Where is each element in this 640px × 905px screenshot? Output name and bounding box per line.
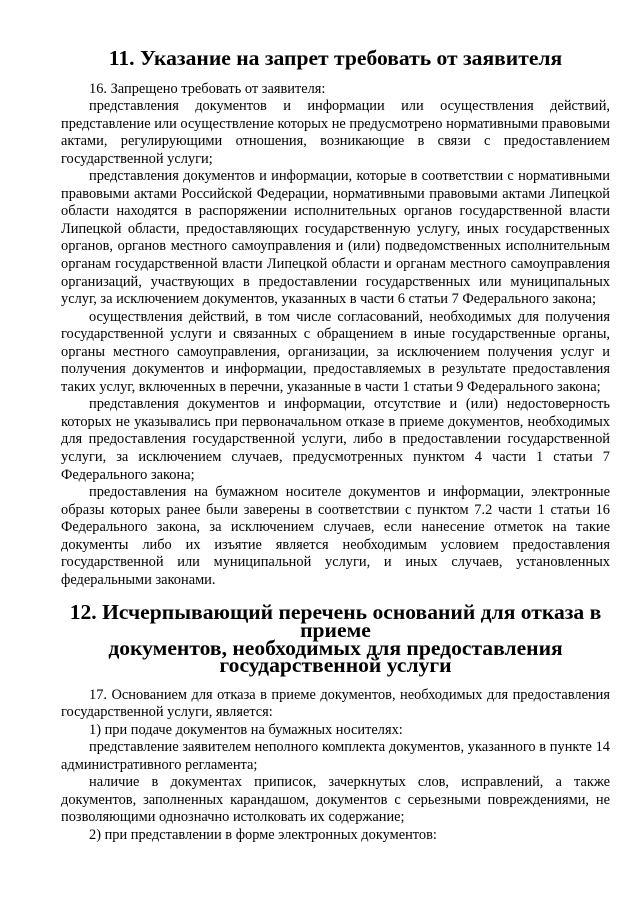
section-12-heading-line-1: 12. Исчерпывающий перечень оснований для отказа в приеме <box>69 600 602 642</box>
paragraph-16-item-1: представления документов и информации или осуществления действий, представление или осуществление которых не предусмотрено нормативными правовыми актами, регулирующими отношения, возникающие в связи с предоставлением государственной услуги; <box>61 98 610 167</box>
paragraph-16-item-5: предоставления на бумажном носителе документов и информации, электронные образы которых ранее были заверены в соответствии с пунктом 7.2 части 1 статьи 16 Федерального закона, за исключением случаев, если нанесение отметок на такие документы либо их изъятие является необходимым условием предоставления государственной или муниципальной услуги, и иных случаев, установленных федеральными законами. <box>61 484 610 588</box>
paragraph-16-item-4: представления документов и информации, отсутствие и (или) недостоверность которых не указывались при первоначальном отказе в приеме документов, необходимых для предоставления государственной услуги, либо в предоставлении государственной услуги, за исключением случаев, предусмотренных пунктом 4 части 1 статьи 7 Федерального закона; <box>61 396 610 483</box>
paragraph-16-item-3: осуществления действий, в том числе согласований, необходимых для получения государственной услуги и связанных с обращением в иные государственные органы, органы местного самоуправления, организации, за исключением получения услуг и получения документов и информации, предоставляемых в результате предоставления таких услуг, включенных в перечни, указанные в части 1 статьи 9 Федерального закона; <box>61 308 610 395</box>
paragraph-17-item-2: наличие в документах приписок, зачеркнутых слов, исправлений, а также документов, заполненных карандашом, документов с серьезными повреждениями, не позволяющими однозначно истолковать их содержание; <box>61 774 610 826</box>
paragraph-17-subitem-1: 1) при подаче документов на бумажных носителях: <box>89 721 403 738</box>
paragraph-17-item-1: представление заявителем неполного комплекта документов, указанного в пункте 14 административного регламента; <box>61 739 610 773</box>
section-12-heading <box>61 600 610 678</box>
section-12-heading-line-3: государственной услуги <box>219 653 452 678</box>
paragraph-16-intro: 16. Запрещено требовать от заявителя: <box>89 80 326 97</box>
paragraph-16-item-2: представления документов и информации, которые в соответствии с нормативными правовыми актами Российской Федерации, нормативными правовыми актами Липецкой области находятся в распоряжении исполнительных органов государственной власти Липецкой области, предоставляющих государственную услугу, иных государственных органов, органов местного самоуправления и (или) подведомственных исполнительным органам государственной власти Липецкой области и органам местного самоуправления организаций, участвующих в предоставлении государственных или муниципальных услуг, за исключением документов, указанных в части 6 статьи 7 Федерального закона; <box>61 168 610 308</box>
paragraph-17-subitem-2: 2) при представлении в форме электронных документов: <box>89 826 437 843</box>
paragraph-17-intro: 17. Основанием для отказа в приеме документов, необходимых для предоставления государственной услуги, является: <box>61 686 610 721</box>
section-11-heading: 11. Указание на запрет требовать от заявителя <box>108 46 563 70</box>
section-12-heading-line-2: документов, необходимых для предоставления <box>108 635 563 660</box>
